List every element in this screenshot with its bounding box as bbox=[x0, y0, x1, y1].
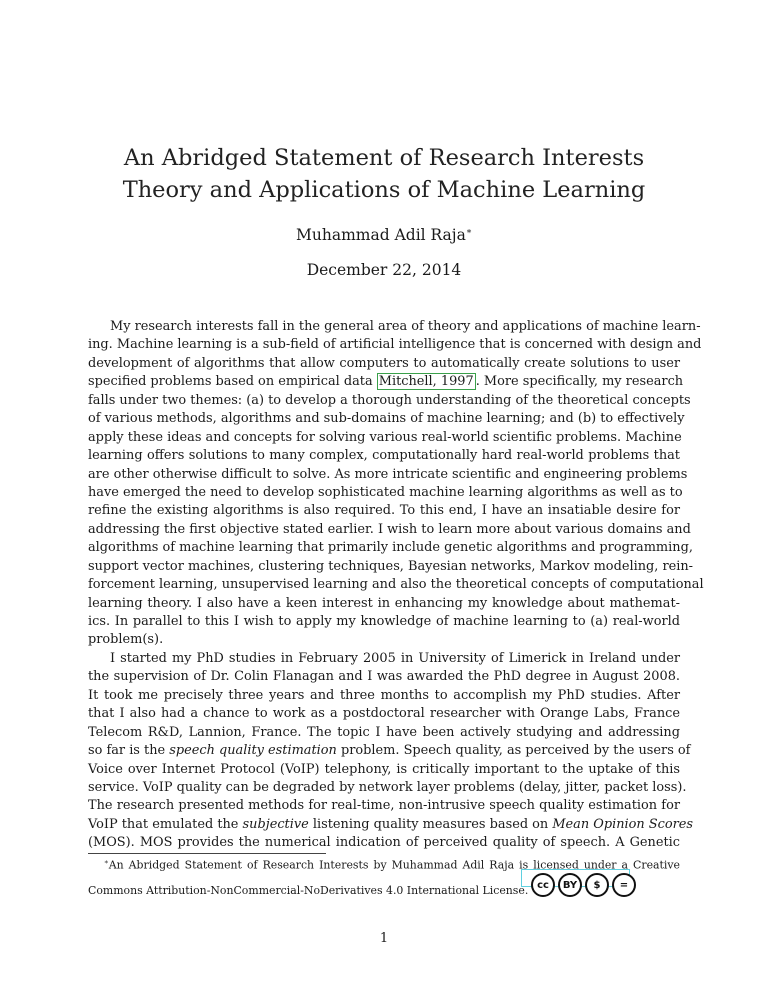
text-span: so far is the bbox=[88, 743, 166, 759]
page-number: 1 bbox=[379, 931, 389, 946]
attribution-icon: BY bbox=[558, 873, 582, 897]
paragraph-1-line: apply these ideas and concepts for solving various real-world scientific problems. Machine bbox=[88, 429, 682, 445]
body-text bbox=[88, 318, 704, 853]
paragraph-2-line: Voice over Internet Protocol (VoIP) telephony, is critically important to the uptake of this bbox=[88, 761, 680, 777]
footnote-line-2: Commons Attribution-NonCommercial-NoDerivatives 4.0 International License. bbox=[88, 884, 529, 897]
paragraph-1-line: learning offers solutions to many complex, computationally hard real-world problems that bbox=[88, 448, 680, 464]
cc-license-badge[interactable] bbox=[531, 873, 636, 897]
paragraph-1-line: problem(s). bbox=[88, 632, 164, 648]
author-footnote-mark[interactable]: ∗ bbox=[465, 226, 472, 237]
paragraph-1-line: falls under two themes: (a) to develop a thorough understanding of the theoretical concepts bbox=[88, 392, 691, 408]
text-span: . More specifically, my research bbox=[475, 374, 684, 390]
footnote-rule bbox=[88, 853, 326, 854]
paragraph-1-line: ing. Machine learning is a sub-field of artificial intelligence that is concerned with design and bbox=[88, 337, 702, 353]
paragraph-1-line bbox=[88, 373, 684, 391]
paragraph-1-line: development of algorithms that allow computers to automatically create solutions to user bbox=[88, 355, 680, 371]
paper-title bbox=[0, 142, 768, 206]
text-span: listening quality measures based on bbox=[312, 816, 549, 832]
noderivatives-icon: = bbox=[612, 873, 636, 897]
cc-icon: cc bbox=[531, 873, 555, 897]
paragraph-2-line bbox=[88, 816, 694, 834]
author bbox=[0, 226, 768, 244]
footnote-mark: ∗ bbox=[104, 858, 109, 866]
paragraph-1-line: learning theory. I also have a keen interest in enhancing my knowledge about mathemat- bbox=[88, 595, 680, 611]
emphasis: speech quality estimation bbox=[169, 743, 337, 759]
paragraph-2-line: Telecom R&D, Lannion, France. The topic I have been actively studying and addressing bbox=[88, 724, 680, 740]
text-span: problem. Speech quality, as perceived by the users of bbox=[340, 743, 691, 759]
paragraph-2-line: The research presented methods for real-time, non-intrusive speech quality estimation for bbox=[88, 798, 680, 814]
citation-link[interactable]: Mitchell, 1997 bbox=[378, 374, 474, 390]
footnote-text: An Abridged Statement of Research Interests by Muhammad Adil Raja is licensed under a Creative bbox=[108, 858, 680, 872]
author-name: Muhammad Adil Raja bbox=[296, 226, 466, 244]
paragraph-1-line: addressing the first objective stated earlier. I wish to learn more about various domains and bbox=[88, 521, 691, 537]
paragraph-1-line: support vector machines, clustering techniques, Bayesian networks, Markov modeling, rein- bbox=[88, 558, 694, 574]
date: December 22, 2014 bbox=[306, 261, 462, 279]
text-span: specified problems based on empirical data bbox=[88, 374, 373, 390]
paragraph-2-line: (MOS). MOS provides the numerical indication of perceived quality of speech. A Genetic bbox=[88, 835, 680, 851]
paragraph-2-line: It took me precisely three years and three months to accomplish my PhD studies. After bbox=[88, 687, 680, 703]
paragraph-2-line: service. VoIP quality can be degraded by network layer problems (delay, jitter, packet loss). bbox=[88, 779, 687, 795]
paragraph-1-line: algorithms of machine learning that primarily include genetic algorithms and programming, bbox=[88, 540, 693, 556]
paragraph-2-line bbox=[88, 742, 691, 760]
title-line-2: Theory and Applications of Machine Learning bbox=[122, 177, 646, 203]
paragraph-1-line: ics. In parallel to this I wish to apply my knowledge of machine learning to (a) real-world bbox=[88, 614, 680, 629]
emphasis: subjective bbox=[242, 816, 309, 832]
paragraph-2-line: the supervision of Dr. Colin Flanagan and I was awarded the PhD degree in August 2008. bbox=[88, 669, 680, 685]
paragraph-1-line: forcement learning, unsupervised learning and also the theoretical concepts of computational bbox=[88, 577, 704, 593]
paragraph-1-line: are other otherwise difficult to solve. As more intricate scientific and engineering problems bbox=[88, 466, 688, 482]
text-span: VoIP that emulated the bbox=[88, 816, 239, 832]
paragraph-1-line: refine the existing algorithms is also required. To this end, I have an insatiable desire for bbox=[88, 503, 680, 519]
paragraph-2-line: that I also had a chance to work as a postdoctoral researcher with Orange Labs, France bbox=[88, 706, 680, 722]
title-line-1: An Abridged Statement of Research Interests bbox=[123, 145, 645, 171]
noncommercial-icon: $ bbox=[585, 873, 609, 897]
paragraph-1-line: of various methods, algorithms and sub-domains of machine learning; and (b) to effectively bbox=[88, 411, 685, 427]
paragraph-1-line: have emerged the need to develop sophisticated machine learning algorithms as well as to bbox=[88, 484, 683, 500]
paragraph-1-line: My research interests fall in the general area of theory and applications of machine learn- bbox=[110, 319, 701, 334]
paragraph-2-line: I started my PhD studies in February 2005 in University of Limerick in Ireland under bbox=[110, 650, 680, 666]
emphasis: Mean Opinion Scores bbox=[552, 816, 694, 832]
